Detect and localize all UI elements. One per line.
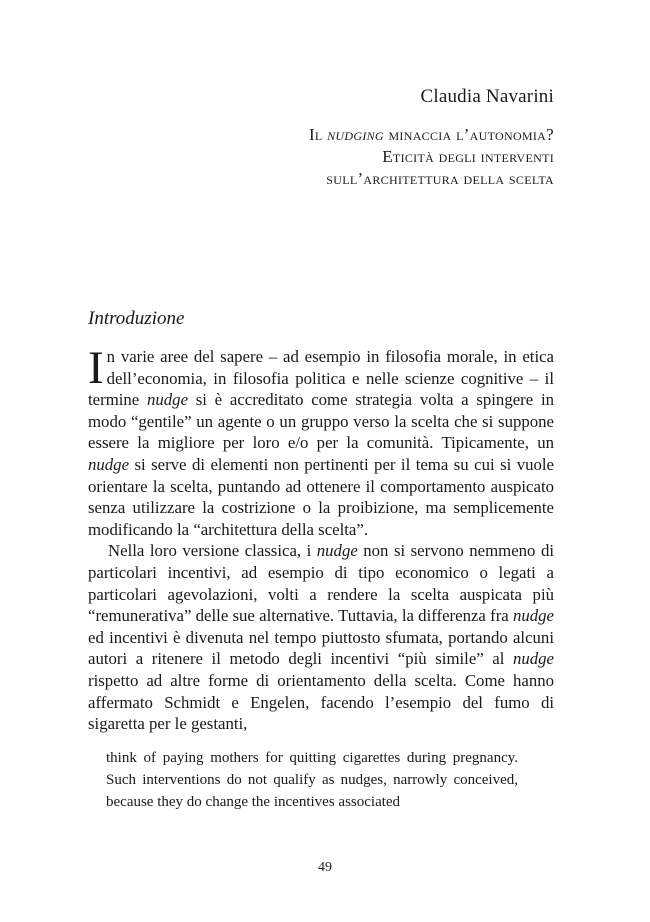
chapter-title xyxy=(309,124,554,190)
drop-cap: I xyxy=(88,342,104,394)
text-run: rispetto ad altre forme di orientamento della scelta. Come hanno affermato Schmidt e Engelen, facendo l’esempio del fumo di sigaretta per le gestanti, xyxy=(88,670,554,734)
text-run: n varie aree del sapere – ad esempio in filosofia morale, in etica dell’economia, in filosofia politica e nelle scienze cognitive – il termine xyxy=(88,347,554,410)
section-heading: Introduzione xyxy=(88,308,185,329)
paragraph xyxy=(88,342,554,540)
chapter-title-line-1 xyxy=(309,124,554,146)
emphasis: nudge xyxy=(88,454,130,474)
chapter-author: Claudia Navarini xyxy=(420,86,554,107)
emphasis: nudge xyxy=(512,649,554,669)
block-quote xyxy=(106,747,518,813)
title-text: Il xyxy=(308,125,328,144)
text-run: Nella loro versione classica, i xyxy=(108,541,317,561)
title-emphasis: nudging xyxy=(327,125,384,144)
chapter-title-line-3: sull’architettura della scelta xyxy=(326,169,554,188)
emphasis: nudge xyxy=(147,390,189,410)
text-run: ed incentivi è divenuta nel tempo piuttosto sfumata, portando alcuni autori a ritenere il metodo degli incentivi “più simile” al xyxy=(88,627,554,669)
quote-text: think of paying mothers for quitting cigarettes during pregnancy. Such interventions do not qualify as nudges, narrowly conceived, because they do change the incentives associated xyxy=(106,750,518,810)
text-run: si è accreditato come strategia volta a spingere in modo “gentile” un agente o un gruppo verso la scelta che si suppone essere la migliore per loro e/o per la comunità. Tipicamente, un xyxy=(88,390,554,453)
title-text: minaccia l’autonomia? xyxy=(383,125,554,144)
emphasis: nudge xyxy=(316,541,358,561)
emphasis: nudge xyxy=(512,606,554,626)
body-text xyxy=(88,342,554,735)
text-run: si serve di elementi non pertinenti per il tema su cui si vuole orientare la scelta, puntando ad ottenere il comportamento auspicato senza utilizzare la costrizione o la proibizione, ma semplicemente modificando la “architettura della scelta”. xyxy=(88,454,554,539)
paragraph xyxy=(88,540,554,734)
page-number: 49 xyxy=(318,860,332,875)
chapter-title-line-2: Eticità degli interventi xyxy=(382,147,554,166)
text-run: non si servono nemmeno di particolari incentivi, ad esempio di tipo economico o legati a particolari agevolazioni, volti a rendere la scelta auspicata più “remunerativa” delle sue alternative. Tuttavia, la differenza fra xyxy=(88,541,554,626)
